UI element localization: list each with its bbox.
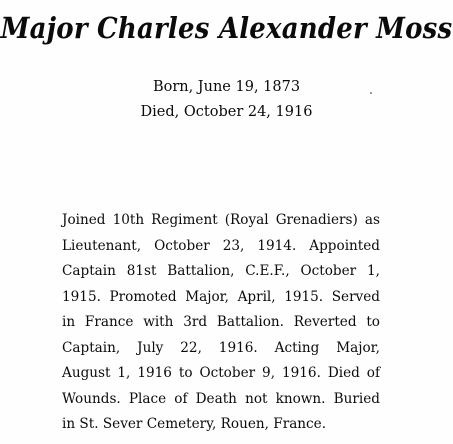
page-title: Major Charles Alexander Moss	[0, 12, 453, 46]
birth-date: Born, June 19, 1873	[152, 79, 301, 95]
death-date: Died, October 24, 1916	[140, 104, 313, 120]
print-speck	[370, 92, 372, 94]
biography-line: 1915. Promoted Major, April, 1915. Served	[62, 289, 380, 305]
biography-line: Wounds. Place of Death not known. Buried	[62, 391, 380, 407]
biography-line: in St. Sever Cemetery, Rouen, France.	[62, 416, 327, 432]
biography-line: Joined 10th Regiment (Royal Grenadiers) as	[62, 212, 380, 228]
biography-line: in France with 3rd Battalion. Reverted to	[62, 314, 380, 330]
biography-line: Captain 81st Battalion, C.E.F., October 1,	[62, 263, 380, 279]
biography-line: Captain, July 22, 1916. Acting Major,	[62, 340, 380, 356]
biography-line: Lieutenant, October 23, 1914. Appointed	[62, 238, 380, 254]
biography-line: August 1, 1916 to October 9, 1916. Died of	[62, 365, 380, 381]
